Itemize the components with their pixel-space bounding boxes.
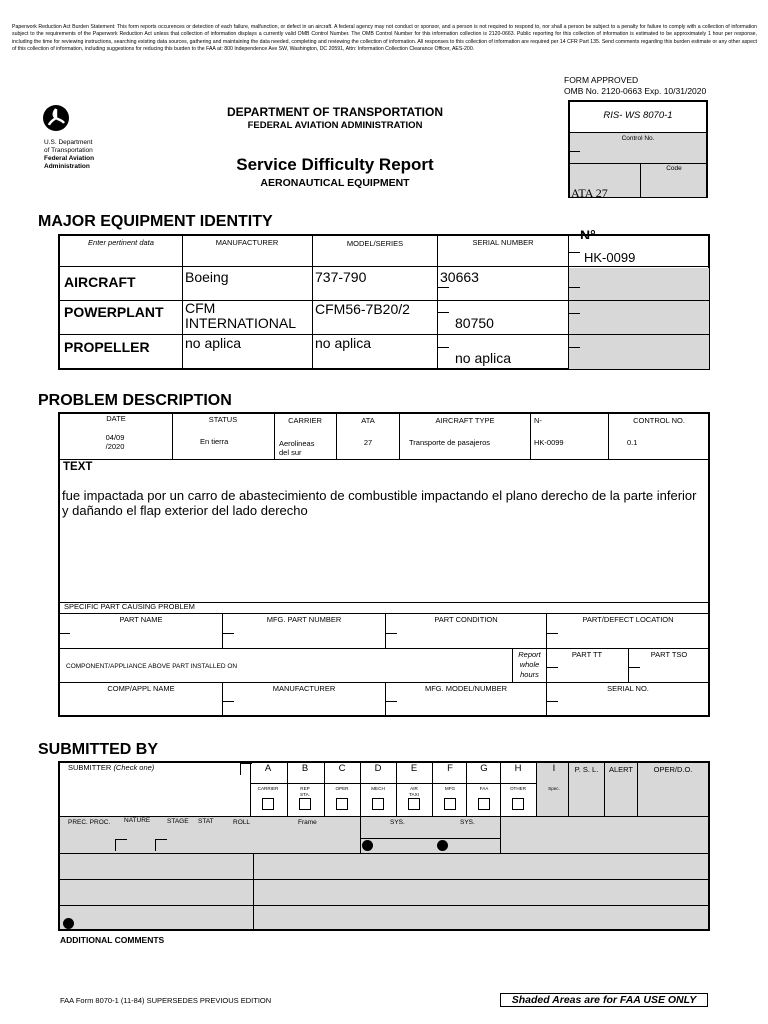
- report-subtitle: AERONAUTICAL EQUIPMENT: [260, 177, 410, 189]
- hdr-aircraft-type: AIRCRAFT TYPE: [435, 416, 495, 425]
- submitter-type-b: REP STA.: [300, 786, 310, 797]
- submitter-type-a: CARRIER: [257, 786, 279, 791]
- submitter-letter-h: H: [514, 763, 522, 774]
- val-date: 04/09 /2020: [105, 433, 125, 451]
- ata-value: ATA 27: [571, 186, 608, 200]
- major-equipment-heading: MAJOR EQUIPMENT IDENTITY: [38, 213, 273, 230]
- col-enter-data: Enter pertinent data: [88, 238, 154, 247]
- part-name-label: PART NAME: [119, 615, 163, 624]
- submitter-checkbox-a[interactable]: [262, 798, 274, 810]
- nature-label: NATURE: [124, 817, 151, 824]
- submitter-checkbox-d[interactable]: [372, 798, 384, 810]
- row-powerplant-label: POWERPLANT: [64, 304, 164, 320]
- shaded-note: Shaded Areas are for FAA USE ONLY: [500, 993, 708, 1007]
- psl-label: P. S. L.: [574, 765, 599, 774]
- check-one-text: (Check one): [113, 763, 155, 772]
- submitter-letter-i: I: [552, 763, 556, 774]
- part-defect-location-label: PART/DEFECT LOCATION: [582, 615, 674, 624]
- logo-line4: Administration: [44, 163, 90, 170]
- submitted-heading: SUBMITTED BY: [38, 741, 158, 758]
- val-n: HK-0099: [534, 438, 564, 447]
- submitter-type-d: MECH: [371, 786, 385, 791]
- comp-appl-name-label: COMP/APPL NAME: [107, 684, 175, 693]
- omb-number: OMB No. 2120-0663 Exp. 10/31/2020: [564, 86, 707, 96]
- submitter-text: SUBMITTER: [68, 763, 112, 772]
- powerplant-manufacturer: CFM INTERNATIONAL: [185, 300, 296, 331]
- form-approved: FORM APPROVED: [564, 75, 639, 85]
- submitter-letter-e: E: [410, 763, 418, 774]
- additional-comments-label: ADDITIONAL COMMENTS: [60, 935, 165, 945]
- manufacturer-label: MANUFACTURER: [272, 684, 336, 693]
- report-whole-hours: Report whole hours: [518, 650, 541, 679]
- sys1-label: SYS.: [390, 819, 405, 826]
- mfg-part-number-label: MFG. PART NUMBER: [266, 615, 342, 624]
- submitter-letter-d: D: [374, 763, 382, 774]
- control-no-label: Control No.: [621, 135, 655, 142]
- submitter-type-e: AIR TAXI: [409, 786, 419, 797]
- problem-heading: PROBLEM DESCRIPTION: [38, 392, 232, 409]
- component-above-label: COMPONENT/APPLIANCE ABOVE PART INSTALLED ON: [66, 663, 238, 670]
- n-value: HK-0099: [584, 250, 636, 265]
- part-tso-label: PART TSO: [650, 650, 688, 659]
- submitter-type-h: OTHER: [509, 786, 527, 791]
- alert-label: ALERT: [608, 765, 634, 774]
- aircraft-manufacturer: Boeing: [185, 269, 229, 285]
- val-aircraft-type: Transporte de pasajeros: [409, 438, 491, 447]
- burden-statement: Paperwork Reduction Act Burden Statement: This form reports occurences or detection of each failure, malfunction, or defect in an aircraft. A federal agency may not conduct or sponsor, and a person is not required to respond to, nor shall a person be subject to a penalty for failure to comply with a collection of information subject to the requirements of the Paperwork Reduction Act unless that collection of information displays a currently valid OMB Control Number. The OMB Control Number for this information collection is 2120-0663. Public reporting for this collection of information is estimated to be approximately 1 hour per response, including the time for reviewing instructions, searching existing data sources, gathering and maintaining the data needed, completing and reviewing the collection of information. All responses to this collection of information are required per 14 CFR Part 135. Send comments regarding this burden estimate or any other aspect of this collection of information, including suggestions for reducing this burden to the FAA at: 800 Independence Ave SW, Washington, DC 20591, Attn: Information Collection Clearance Officer, AES-200.: [12, 24, 757, 53]
- hdr-date: DATE: [106, 414, 126, 423]
- submitter-letter-b: B: [301, 763, 309, 774]
- submitter-checkbox-b[interactable]: [299, 798, 311, 810]
- logo-line1: U.S. Department: [44, 139, 93, 146]
- aircraft-serial: 30663: [440, 269, 479, 285]
- mfg-model-number-label: MFG. MODEL/NUMBER: [424, 684, 508, 693]
- submitter-type-g: FAA: [479, 786, 489, 791]
- logo-line2: of Transportation: [44, 147, 93, 154]
- stat-label: STAT: [198, 818, 214, 825]
- col-manufacturer: MANUFACTURER: [215, 238, 279, 247]
- col-n: N°: [580, 227, 596, 239]
- report-title: Service Difficulty Report: [236, 155, 434, 174]
- submitter-type-f: MFG: [444, 786, 456, 791]
- sys2-label: SYS.: [460, 819, 475, 826]
- prec-proc-label: PREC. PROC.: [68, 819, 111, 826]
- sys-dot-2: [437, 840, 448, 851]
- propeller-model: no aplica: [315, 335, 372, 351]
- hdr-n: N-: [534, 416, 542, 425]
- submitter-checkbox-c[interactable]: [336, 798, 348, 810]
- part-tt-label: PART TT: [571, 650, 603, 659]
- aircraft-model: 737-790: [315, 269, 367, 285]
- dept-title: DEPARTMENT OF TRANSPORTATION: [227, 105, 443, 119]
- dot-logo-icon: [42, 104, 70, 132]
- submitter-letter-g: G: [480, 763, 488, 774]
- submitter-checkbox-e[interactable]: [408, 798, 420, 810]
- comments-dot: [63, 918, 74, 929]
- powerplant-model: CFM56-7B20/2: [315, 301, 410, 317]
- propeller-manufacturer: no aplica: [185, 335, 242, 351]
- submitter-letter-f: F: [447, 763, 453, 774]
- frame-label: Frame: [298, 819, 317, 826]
- problem-text: fue impactada por un carro de abastecimiento de combustible impactando el plano derecho de la parte inferior y dañando el flap exterior del lado derecho: [62, 488, 697, 518]
- val-ata: 27: [363, 438, 373, 447]
- submitter-checkbox-h[interactable]: [512, 798, 524, 810]
- submitter-checkbox-g[interactable]: [478, 798, 490, 810]
- hdr-status: STATUS: [208, 415, 238, 424]
- val-control: 0.1: [627, 438, 638, 447]
- row-aircraft-label: AIRCRAFT: [64, 274, 136, 290]
- letters-divider: [250, 783, 536, 784]
- logo-line3: Federal Aviation: [44, 155, 95, 162]
- ris-number: RIS- WS 8070-1: [603, 110, 673, 121]
- val-status: En tierra: [200, 437, 229, 446]
- submitter-letter-a: A: [264, 763, 272, 774]
- text-label: TEXT: [63, 461, 93, 473]
- submitter-letter-c: C: [338, 763, 346, 774]
- submitter-type-c: OPER: [335, 786, 349, 791]
- submitter-label: [68, 763, 154, 772]
- code-label: Code: [666, 165, 682, 172]
- row-propeller-label: PROPELLER: [64, 339, 150, 355]
- col-model: MODEL/SERIES: [346, 239, 404, 248]
- hdr-control: CONTROL NO.: [633, 416, 685, 425]
- form-number: FAA Form 8070-1 (11-84) SUPERSEDES PREVIOUS EDITION: [60, 996, 272, 1005]
- roll-label: ROLL: [233, 819, 250, 826]
- faa-title: FEDERAL AVIATION ADMINISTRATION: [247, 120, 423, 131]
- propeller-serial: no aplica: [455, 350, 512, 366]
- submitter-type-i: Spec.: [548, 786, 560, 791]
- oper-do-label: OPER/D.O.: [653, 765, 693, 774]
- serial-no-label: SERIAL NO.: [607, 684, 649, 693]
- val-carrier: Aerolineas del sur: [279, 439, 315, 457]
- hdr-carrier: CARRIER: [288, 416, 322, 425]
- submitter-checkbox-f[interactable]: [444, 798, 456, 810]
- col-serial: SERIAL NUMBER: [472, 238, 534, 247]
- hdr-ata: ATA: [361, 416, 375, 425]
- problem-table: [58, 412, 710, 717]
- stage-label: STAGE: [167, 818, 189, 825]
- sys-dot-1: [362, 840, 373, 851]
- powerplant-serial: 80750: [455, 315, 494, 331]
- specific-part-label: SPECIFIC PART CAUSING PROBLEM: [64, 602, 195, 611]
- part-condition-label: PART CONDITION: [434, 615, 498, 624]
